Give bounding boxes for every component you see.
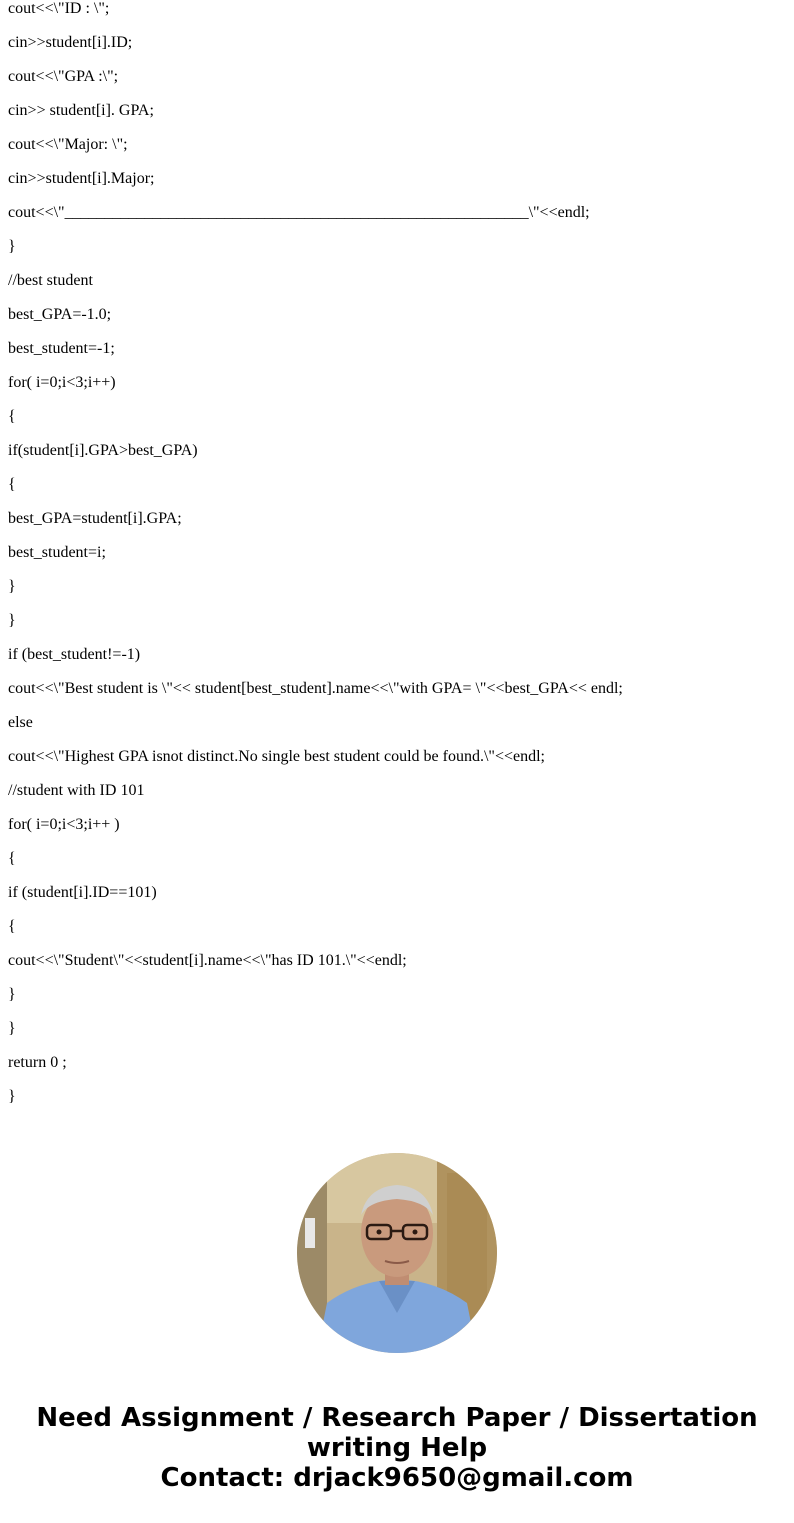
code-line: } (8, 578, 16, 595)
code-line: } (8, 1088, 16, 1105)
code-line: cout<<\"Highest GPA isnot distinct.No single best student could be found.\"<<endl; (8, 748, 545, 765)
footer-line-2: writing Help (306, 1433, 488, 1463)
code-line: { (8, 850, 16, 867)
code-line: { (8, 918, 16, 935)
code-line: best_GPA=-1.0; (8, 306, 112, 323)
code-line: cout<<\"GPA :\"; (8, 68, 119, 85)
portrait-image (297, 1153, 497, 1353)
code-line: cout<<\"ID : \"; (8, 0, 110, 17)
code-line: if(student[i].GPA>best_GPA) (8, 442, 198, 459)
code-line: best_student=i; (8, 544, 106, 561)
code-line: return 0 ; (8, 1054, 67, 1071)
promo-footer (0, 1403, 794, 1493)
code-line: cin>>student[i].ID; (8, 34, 133, 51)
code-line: if (best_student!=-1) (8, 646, 141, 663)
footer-line-1: Need Assignment / Research Paper / Dissertation (36, 1403, 758, 1433)
code-line: best_student=-1; (8, 340, 115, 357)
code-line: } (8, 238, 16, 255)
code-line: for( i=0;i<3;i++) (8, 374, 116, 391)
code-line: } (8, 612, 16, 629)
code-line: { (8, 476, 16, 493)
code-line: { (8, 408, 16, 425)
code-line: //best student (8, 272, 93, 289)
code-line: } (8, 1020, 16, 1037)
code-line: cout<<\"Major: \"; (8, 136, 128, 153)
code-line: if (student[i].ID==101) (8, 884, 157, 901)
avatar (297, 1153, 497, 1353)
code-line: cout<<\"Student\"<<student[i].name<<\"has ID 101.\"<<endl; (8, 952, 407, 969)
code-line: best_GPA=student[i].GPA; (8, 510, 182, 527)
code-line: //student with ID 101 (8, 782, 145, 799)
code-line: cin>> student[i]. GPA; (8, 102, 154, 119)
footer-contact: Contact: drjack9650@gmail.com (160, 1463, 634, 1493)
code-line: else (8, 714, 33, 731)
code-line: cout<<\"Best student is \"<< student[best_student].name<<\"with GPA= \"<<best_GPA<< endl; (8, 680, 623, 697)
code-listing (8, 0, 623, 1122)
code-line: for( i=0;i<3;i++ ) (8, 816, 120, 833)
code-line: cout<<\"__________________________________________________________\"<<endl; (8, 204, 590, 221)
code-line: } (8, 986, 16, 1003)
code-line: cin>>student[i].Major; (8, 170, 155, 187)
